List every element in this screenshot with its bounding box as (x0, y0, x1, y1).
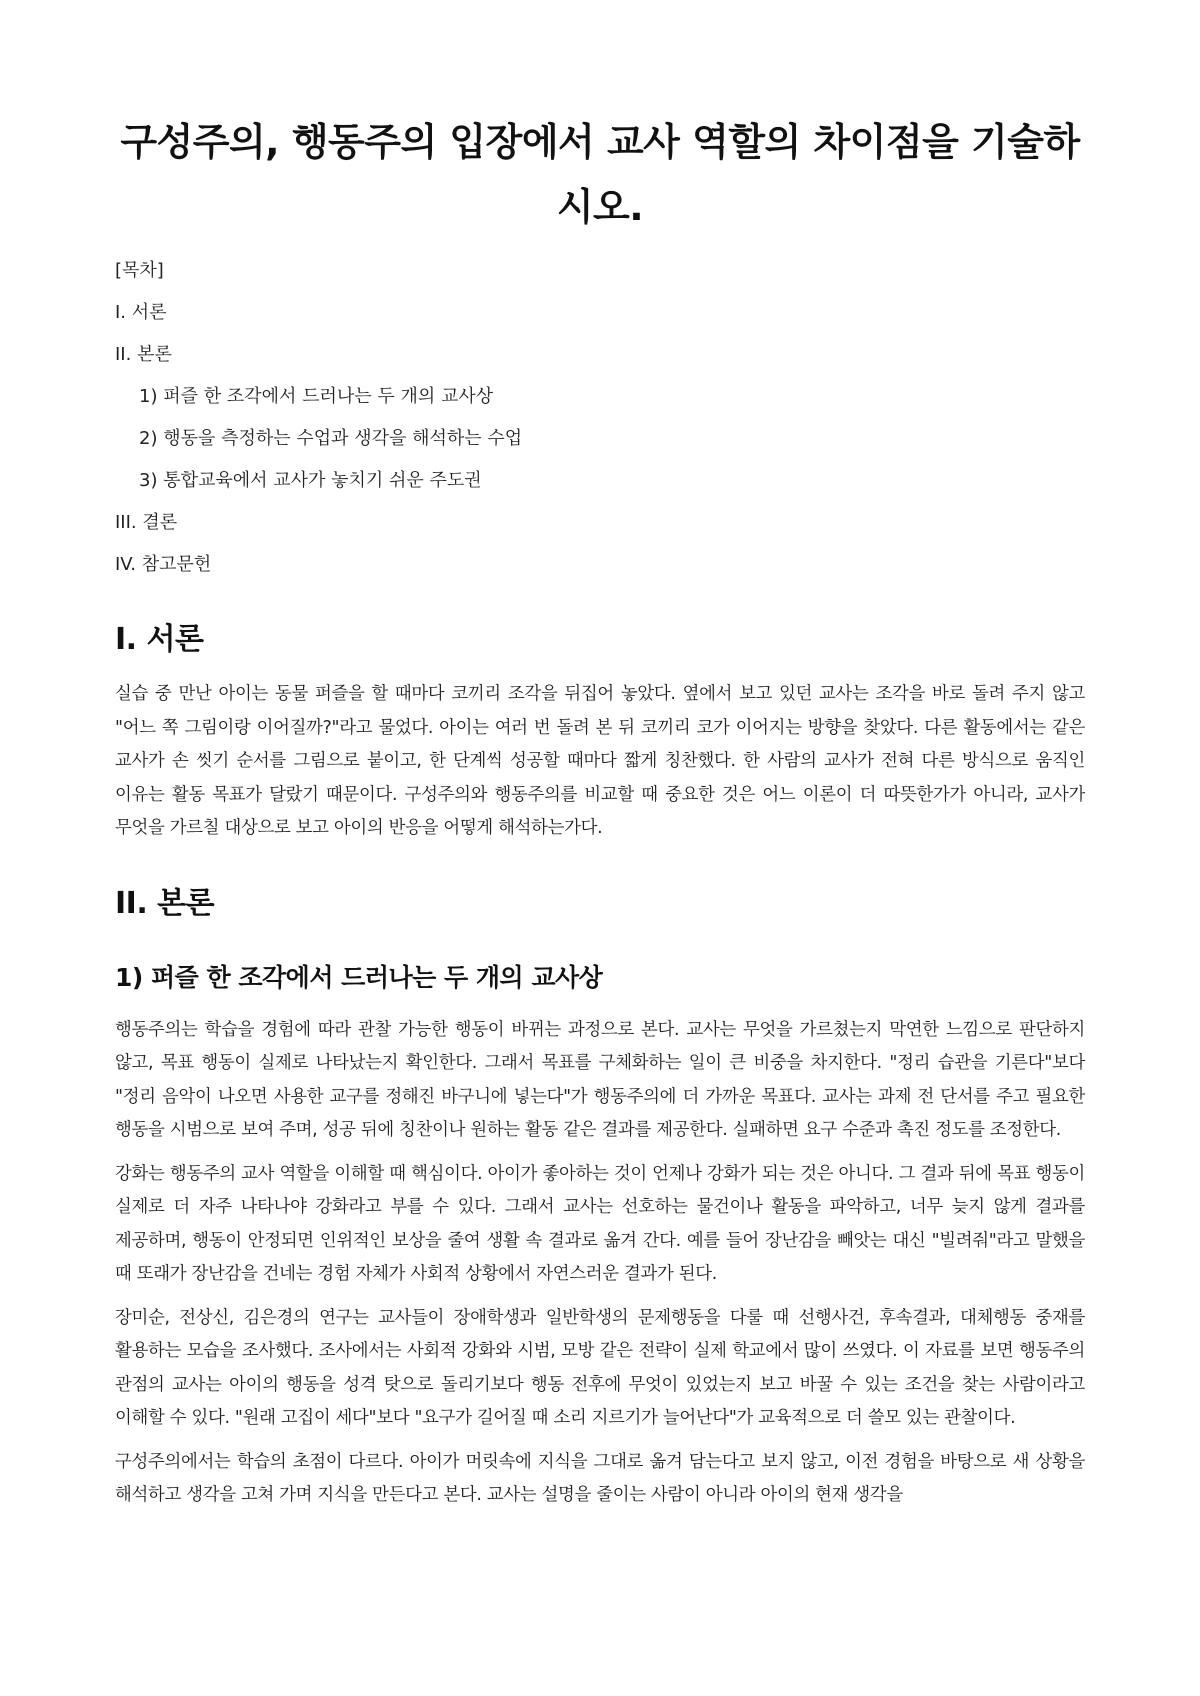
toc-item-body-2: 2) 행동을 측정하는 수업과 생각을 해석하는 수업 (139, 428, 523, 449)
toc-heading: [목차] (115, 260, 164, 281)
toc-item-references: IV. 참고문헌 (115, 554, 212, 575)
toc-item-conclusion: III. 결론 (115, 512, 178, 533)
section-heading-body: II. 본론 (115, 885, 215, 921)
subsection-heading-1: 1) 퍼즐 한 조각에서 드러나는 두 개의 교사상 (115, 962, 603, 992)
intro-paragraph: 실습 중 만난 아이는 동물 퍼즐을 할 때마다 코끼리 조각을 뒤집어 놓았다. 옆에서 보고 있던 교사는 조각을 바로 돌려 주지 않고 "어느 쪽 그림이랑 이어질까?"라고 물었다. 아이는 여러 번 돌려 본 뒤 코끼리 코가 이어지는 방향을 찾았다. 다른 활동에서는 같은 교사가 손 씻기 순서를 그림으로 붙이고, 한 단계씩 성공할 때마다 짧게 칭찬했다. 한 사람의 교사가 전혀 다른 방식으로 움직인 이유는 활동 목표가 달랐기 때문이다. 구성주의와 행동주의를 비교할 때 중요한 것은 어느 이론이 더 따뜻한가가 아니라, 교사가 무엇을 가르칠 대상으로 보고 아이의 반응을 어떻게 해석하는가다. (115, 684, 1085, 838)
toc-item-body-1: 1) 퍼즐 한 조각에서 드러나는 두 개의 교사상 (139, 386, 494, 407)
body-paragraph: 강화는 행동주의 교사 역할을 이해할 때 핵심이다. 아이가 좋아하는 것이 언제나 강화가 되는 것은 아니다. 그 결과 뒤에 목표 행동이 실제로 더 자주 나타나야 강화라고 부를 수 있다. 그래서 교사는 선호하는 물건이나 활동을 파악하고, 너무 늦지 않게 결과를 제공하며, 행동이 안정되면 인위적인 보상을 줄여 생활 속 결과로 옮겨 간다. 예를 들어 장난감을 빼앗는 대신 "빌려줘"라고 말했을 때 또래가 장난감을 건네는 경험 자체가 사회적 상황에서 자연스러운 결과가 된다. (115, 1163, 1085, 1284)
toc-item-body-3: 3) 통합교육에서 교사가 놓치기 쉬운 주도권 (139, 470, 482, 491)
document-title: 구성주의, 행동주의 입장에서 교사 역할의 차이점을 기술하시오. (120, 120, 1080, 229)
body-paragraph: 행동주의는 학습을 경험에 따라 관찰 가능한 행동이 바뀌는 과정으로 본다. 교사는 무엇을 가르쳤는지 막연한 느낌으로 판단하지 않고, 목표 행동이 실제로 나타났는지 확인한다. 그래서 목표를 구체화하는 일이 큰 비중을 차지한다. "정리 습관을 기른다"보다 "정리 음악이 나오면 사용한 교구를 정해진 바구니에 넣는다"가 행동주의에 더 가까운 목표다. 교사는 과제 전 단서를 주고 필요한 행동을 시범으로 보여 주며, 성공 뒤에 칭찬이나 원하는 활동 같은 결과를 제공한다. 실패하면 요구 수준과 촉진 정도를 조정한다. (115, 1019, 1085, 1140)
toc-item-intro: I. 서론 (115, 302, 167, 323)
toc-item-body: II. 본론 (115, 344, 172, 365)
body-paragraph: 구성주의에서는 학습의 초점이 다르다. 아이가 머릿속에 지식을 그대로 옮겨 담는다고 보지 않고, 이전 경험을 바탕으로 새 상황을 해석하고 생각을 고쳐 가며 지식을 만든다고 본다. 교사는 설명을 줄이는 사람이 아니라 아이의 현재 생각을 (115, 1451, 1085, 1505)
section-heading-intro: I. 서론 (115, 622, 204, 657)
body-paragraph: 장미순, 전상신, 김은경의 연구는 교사들이 장애학생과 일반학생의 문제행동을 다룰 때 선행사건, 후속결과, 대체행동 중재를 활용하는 모습을 조사했다. 조사에서는 사회적 강화와 시범, 모방 같은 전략이 실제 학교에서 많이 쓰였다. 이 자료를 보면 행동주의 관점의 교사는 아이의 행동을 성격 탓으로 돌리기보다 행동 전후에 무엇이 있었는지 보고 바꿀 수 있는 조건을 찾는 사람이라고 이해할 수 있다. "원래 고집이 세다"보다 "요구가 길어질 때 소리 지르기가 늘어난다"가 교육적으로 더 쓸모 있는 관찰이다. (115, 1307, 1085, 1428)
table-of-contents (115, 258, 1085, 578)
